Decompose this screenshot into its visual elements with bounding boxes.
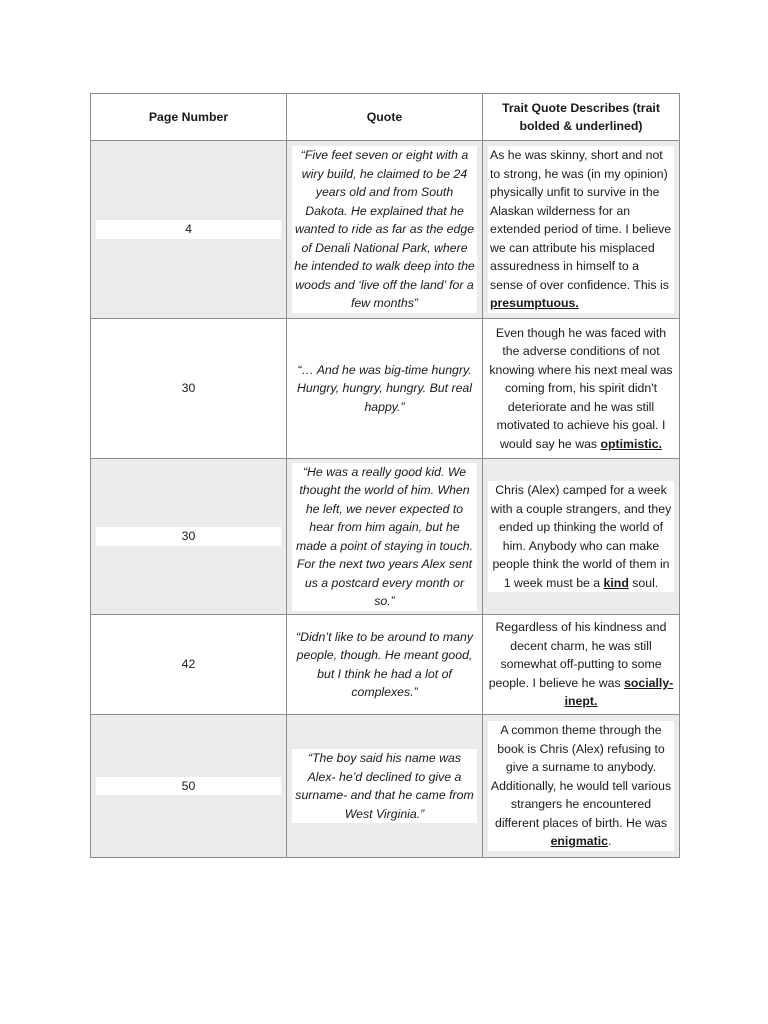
page-number: 30 [96,527,281,546]
quote-cell [287,141,483,319]
trait-word: presumptuous. [490,296,579,311]
header-quote: Quote [287,94,483,141]
trait-table [90,93,680,858]
page-number: 42 [96,655,281,674]
quote-text: “Five feet seven or eight with a wiry build, he claimed to be 24 years old and from South Dakota. He explained that he wanted to ride as far as the edge of Denali National Park, where he intended to walk deep into the woods and ‘live off the land’ for a few months” [292,146,477,313]
quote-cell [287,615,483,715]
trait-description: Even though he was faced with the adverse conditions of not knowing where his next meal was coming from, his spirit didn't deteriorate and he was still motivated to achieve his goal. I would say he was optimistic. [489,325,673,451]
page-cell [91,319,287,459]
trait-description: Chris (Alex) camped for a week with a couple strangers, and they ended up thinking the world of him. Anybody who can make people think the world of them in 1 week must be a kind soul. [488,481,674,592]
table-row [91,715,680,858]
table-row [91,319,680,459]
quote-text: “Didn’t like to be around to many people, though. He meant good, but I think he had a lot of complexes.” [295,629,474,699]
trait-description: As he was skinny, short and not to strong, he was (in my opinion) physically unfit to survive in the Alaskan wilderness for an extended period of time. I believe we can attribute his misplaced assuredness in himself to a sense of over confidence. This is presumptuous. [488,146,674,313]
table-row [91,141,680,319]
trait-cell [483,141,680,319]
trait-word: optimistic. [600,436,662,451]
quote-cell [287,319,483,459]
quote-cell [287,459,483,615]
trait-description: A common theme through the book is Chris (Alex) refusing to give a surname to anybody. Additionally, he would tell various strangers he encountered different places of birth. He was enigmatic. [488,721,674,851]
trait-word: kind [603,575,629,590]
table-row [91,615,680,715]
table-row [91,459,680,615]
trait-word: socially-inept. [564,675,674,709]
page-number: 4 [96,220,281,239]
page-number: 50 [96,777,281,796]
trait-word: enigmatic [550,834,608,849]
page-cell [91,615,287,715]
trait-cell [483,459,680,615]
page-cell [91,715,287,858]
header-trait: Trait Quote Describes (trait bolded & underlined) [483,94,680,141]
page-cell [91,459,287,615]
trait-description: Regardless of his kindness and decent charm, he was still somewhat off-putting to some people. I believe he was socially-inept. [488,620,674,709]
header-page-number: Page Number [91,94,287,141]
header-row [91,94,680,141]
quote-text: “The boy said his name was Alex- he’d declined to give a surname- and that he came from West Virginia.” [292,749,477,823]
page-number: 30 [96,379,281,398]
trait-cell [483,615,680,715]
quote-text: “He was a really good kid. We thought the world of him. When he left, we never expected to hear from him again, but he made a point of staying in touch. For the next two years Alex sent us a postcard every month or so.” [292,463,477,611]
trait-cell [483,715,680,858]
trait-cell [483,319,680,459]
page-cell [91,141,287,319]
quote-text: “… And he was big-time hungry. Hungry, hungry, hungry. But real happy.” [297,362,472,414]
quote-cell [287,715,483,858]
